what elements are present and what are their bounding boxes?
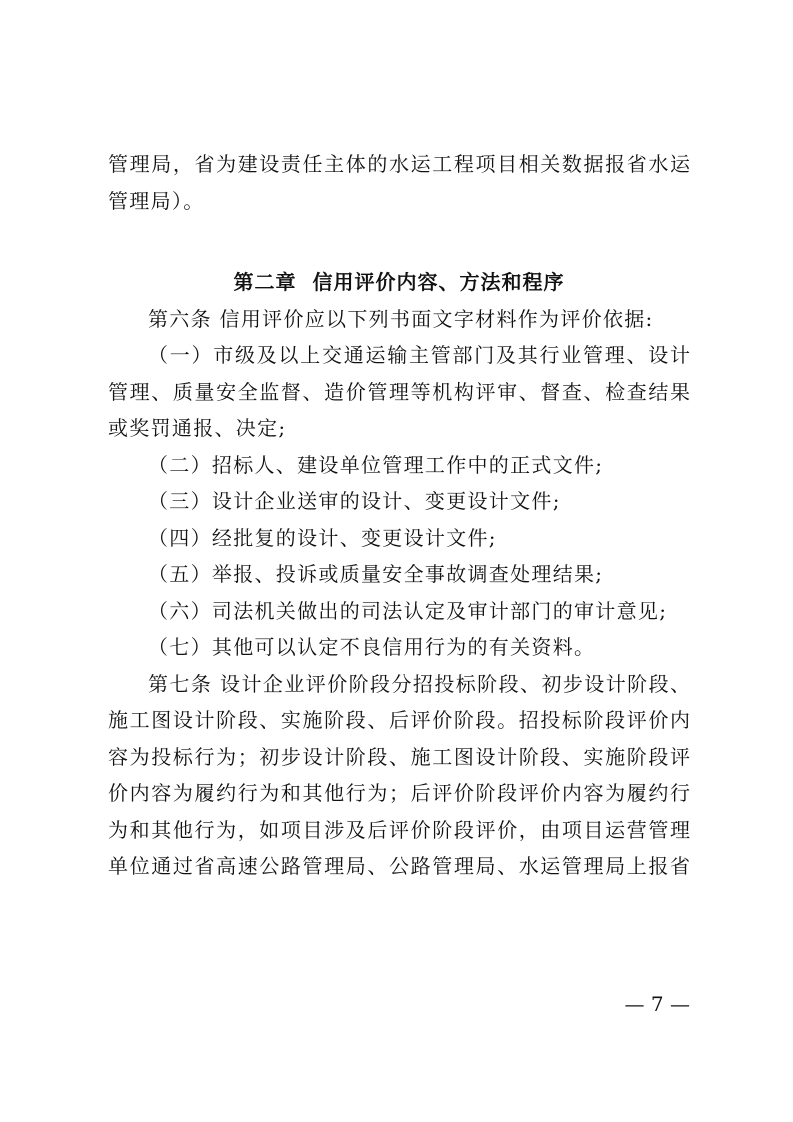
article-7-line: 单位通过省高速公路管理局、公路管理局、水运管理局上报省 — [108, 854, 690, 878]
article-6-item-7: （七）其他可以认定不良信用行为的有关资料。 — [148, 635, 596, 659]
article-7-line: 为和其他行为，如项目涉及后评价阶段评价，由项目运营管理 — [108, 817, 690, 842]
article-6-intro: 第六条 信用评价应以下列书面文字材料作为评价依据: — [148, 306, 654, 331]
article-6-item-1-line: 管理、质量安全监督、造价管理等机构评审、督查、检查结果 — [108, 379, 690, 404]
article-7-line: 价内容为履约行为和其他行为；后评价阶段评价内容为履约行 — [108, 781, 690, 805]
body-text — [108, 146, 690, 885]
chapter-title: 第二章 信用评价内容、方法和程序 — [233, 270, 565, 294]
article-7-line: 容为投标行为；初步设计阶段、施工图设计阶段、实施阶段评 — [108, 744, 690, 769]
article-6-item-2: （二）招标人、建设单位管理工作中的正式文件; — [148, 452, 604, 477]
paragraph-line: 管理局，省为建设责任主体的水运工程项目相关数据报省水运 — [108, 152, 690, 176]
paragraph-line: 管理局）。 — [108, 188, 205, 213]
article-6-item-5: （五）举报、投诉或质量安全事故调查处理结果; — [148, 562, 604, 586]
page-number: — 7 — — [624, 992, 690, 1016]
article-7-line: 施工图设计阶段、实施阶段、后评价阶段。招投标阶段评价内 — [108, 708, 690, 732]
article-6-item-4: （四）经批复的设计、变更设计文件; — [148, 525, 497, 550]
article-6-item-6: （六）司法机关做出的司法认定及审计部门的审计意见; — [148, 598, 668, 623]
article-6-item-1-line: （一）市级及以上交通运输主管部门及其行业管理、设计 — [148, 343, 690, 367]
article-7-line: 第七条 设计企业评价阶段分招投标阶段、初步设计阶段、 — [148, 671, 690, 696]
article-6-item-1-line: 或奖罚通报、决定; — [108, 416, 287, 440]
article-6-item-3: （三）设计企业送审的设计、变更设计文件; — [148, 489, 561, 513]
section-spacer — [108, 219, 690, 264]
